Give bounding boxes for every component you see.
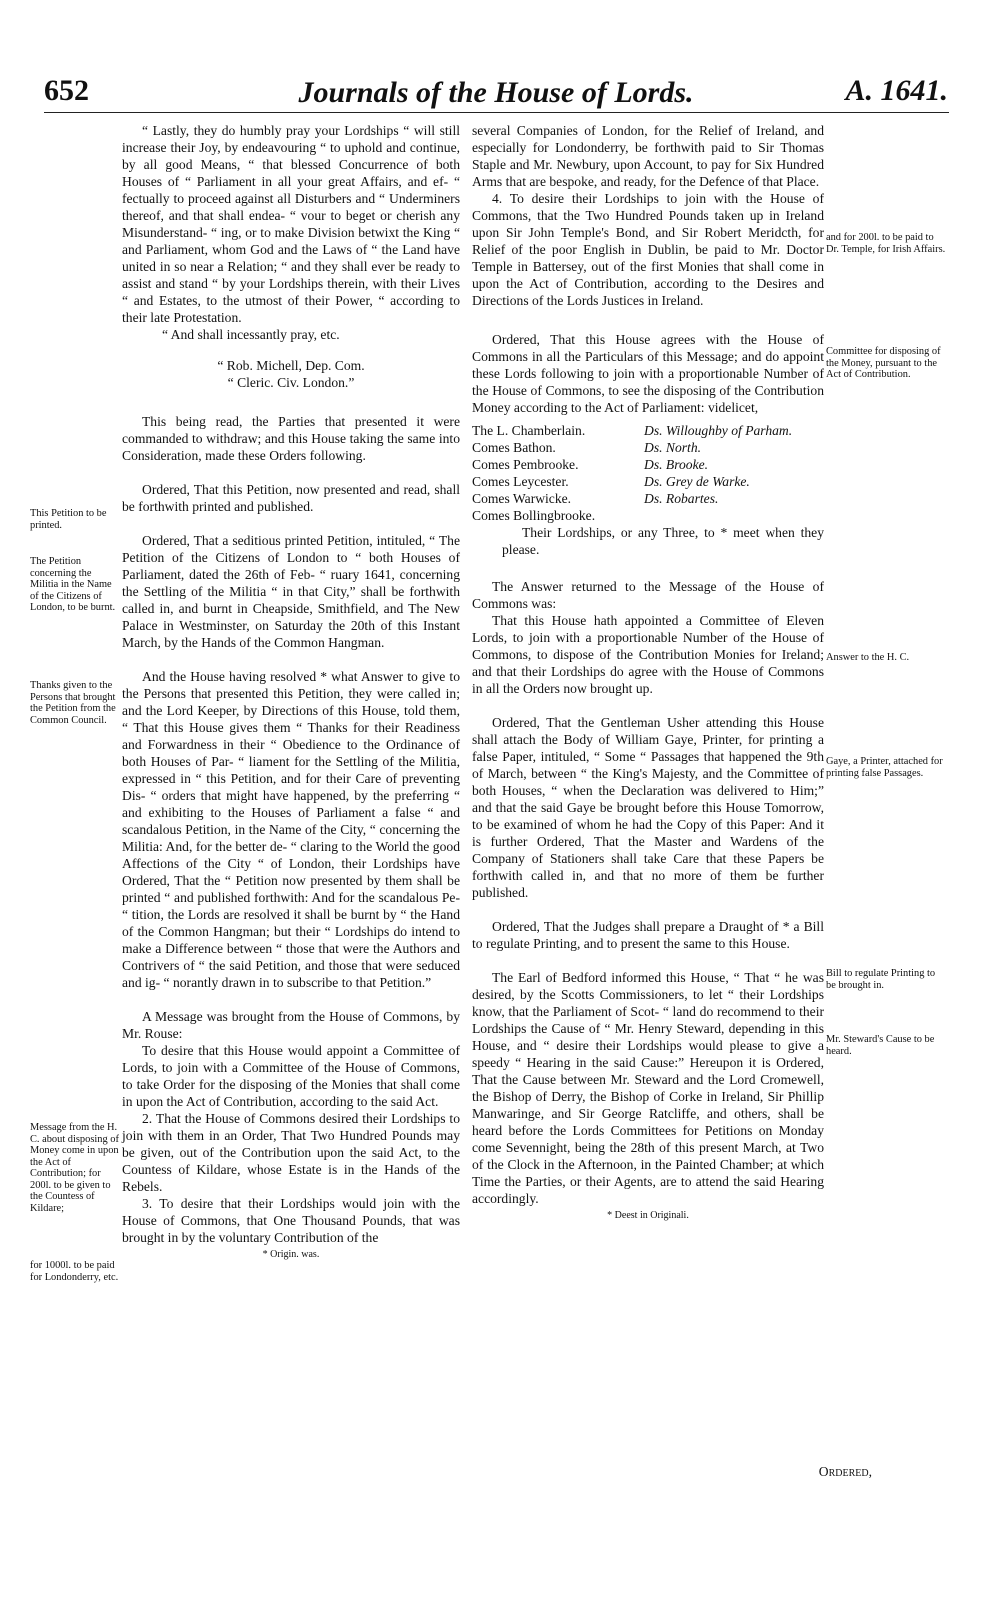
- margin-note-printed: This Petition to be printed.: [30, 508, 107, 531]
- header-rule: [44, 112, 949, 113]
- lord-name: The L. Chamberlain.: [472, 423, 586, 438]
- answer-intro: The Answer returned to the Message of the House of Commons was:: [472, 579, 824, 611]
- margin-note-bill: Bill to regulate Printing to be brought in.: [826, 968, 936, 991]
- order-printed: Ordered, That this Petition, now presented and read, shall be forthwith printed and published.: [122, 482, 460, 514]
- answer-text: That this House hath appointed a Committee of Eleven Lords, to join with a proportionable Number of the House of Commons, to dispose of the Contribution Monies for Ireland; and that their Lordships do agree with the House of Commons in all the Orders now brought up.: [472, 613, 824, 696]
- margin-note-answer: Answer to the H. C.: [826, 652, 910, 663]
- signature-line-1: “ Rob. Michell, Dep. Com.: [217, 358, 365, 373]
- message-item-4: 4. To desire their Lordships to join with the House of Commons, that the Two Hundred Pounds taken up in Ireland upon Sir John Temple's Bond, and Sir Robert Meridcth, for Relief of the poor English in Dublin, be paid to Mr. Doctor Temple in Battersey, out of the first Monies that shall come in upon the Act of Contribution, according to the Desires and Directions of the Lords Justices in Ireland.: [472, 191, 824, 308]
- lord-name: Comes Bollingbrooke.: [472, 508, 596, 523]
- margin-note-committee: Committee for disposing of the Money, pursuant to the Act of Contribution.: [826, 346, 941, 380]
- margin-note-temple: and for 200l. to be paid to Dr. Temple, for Irish Affairs.: [826, 232, 946, 255]
- thanks-paragraph: And the House having resolved * what Answer to give to the Persons that presented this Petition, they were called in; and the Lord Keeper, by Directions of this House, told them, “ That this House gives them “ Thanks for their Readiness and Forwardness in their “ Obedience to the Ordinance of both Houses of Par- “ liament for the Settling of the Militia, expressed in “ this Petition, and for their Care of preventing Dis- “ orders that might have happened, by the preferring “ and exhibiting to the Houses of Parliament a false “ and scandalous Petition, in the Name of the City, “ concerning the Militia: And, for the better de- “ claring to the World the good Affections of the City “ of London, their Lordships have Ordered, That the “ Petition now presented by them shall be printed “ and published forthwith: And for the scandalous Pe- “ tition, the Lords are resolved it shall be burnt by “ the Hand of the Common Hangman; but their “ Lordships do intend to make a Difference between “ those that were the Authors and Contrivers of “ the said Petition, and those that were seduced and ig- “ norantly drawn in to subscribe to that Petition.”: [122, 669, 460, 990]
- message-intro: A Message was brought from the House of Commons, by Mr. Rouse:: [122, 1009, 460, 1041]
- lord-name: Comes Pembrooke.: [472, 457, 579, 472]
- lords-list: [472, 422, 824, 524]
- margin-note-gaye: Gaye, a Printer, attached for printing false Passages.: [826, 756, 943, 779]
- lords-list-left: [472, 422, 644, 524]
- bedford-paragraph: The Earl of Bedford informed this House, “ That “ he was desired, by the Scotts Commissioners, to let “ their Lordships know, that the Parliament of Scot- “ land do recommend to their Lordships the Cause of “ Mr. Henry Steward, depending in this House, and “ desire their Lordships would please to give a speedy “ Hearing in the said Cause:” Hereupon it is Ordered, That the Cause between Mr. Steward and the Lord Cromewell, the Bishop of Derry, the Bishop of Corke in Ireland, Sir Phillip Manwaringe, and Sir George Ratcliffe, and others, shall be heard before the Lords Committees for Petitions on Monday come Sevennight, being the 28th of this present March, at Two of the Clock in the Afternoon, in the Painted Chamber; at which Time the Parties, or their Agents, are to attend the said Hearing accordingly.: [472, 970, 824, 1206]
- order-committee: Ordered, That this House agrees with the House of Commons in all the Particulars of this Message; and do appoint these Lords following to join with a proportionable Number of the House of Commons, to see the disposing of the Contribution Money according to the Act of Parliament: videlicet,: [472, 332, 824, 415]
- message-item-3: 3. To desire that their Lordships would join with the House of Commons, that One Thousand Pounds, that was brought in by the voluntary Contribution of the: [122, 1196, 460, 1245]
- lord-name: Comes Warwicke.: [472, 491, 572, 506]
- signature-line-2: “ Cleric. Civ. London.”: [227, 375, 355, 390]
- lord-name: Comes Bathon.: [472, 440, 556, 455]
- margin-note-steward: Mr. Steward's Cause to be heard.: [826, 1034, 935, 1057]
- petition-prayer: “ And shall incessantly pray, etc.: [162, 327, 340, 342]
- lord-name: Ds. North.: [644, 440, 702, 455]
- lord-name: Ds. Willoughby of Parham.: [644, 423, 793, 438]
- lords-meet: Their Lordships, or any Three, to * meet when they please.: [502, 525, 824, 557]
- margin-note-londonderry: for 1000l. to be paid for Londonderry, etc.: [30, 1260, 119, 1283]
- lord-name: Ds. Brooke.: [644, 457, 709, 472]
- message-item-1: To desire that this House would appoint a Committee of Lords, to join with a Committee of the House of Commons, to take Order for the disposing of the Monies that shall come in upon the Act of Contribution, according to the said Act.: [122, 1043, 460, 1109]
- margin-note-burnt: The Petition concerning the Militia in the Name of the Citizens of London, to be burnt.: [30, 556, 116, 613]
- petition-end: “ Lastly, they do humbly pray your Lordships “ will still increase their Joy, by endeavouring “ to uphold and continue, by all good Means, “ that blessed Concurrence of both Houses of “ Parliament in all your great Affairs, and ef- “ fectually to proceed against all Disturbers and “ Underminers thereof, and that shall endea- “ vour to beget or cherish any Misunderstand- “ ing, or to make Division betwixt the King “ and Parliament, whom God and the Laws of “ the Land have united in so near a Relation; “ and they shall ever be ready to assist and stand “ by your Lordships therein, with their Lives “ and Estates, to the utmost of their Power, “ according to their late Protestation.: [122, 123, 460, 325]
- lords-list-right: [644, 422, 824, 524]
- catchword: Ordered,: [818, 1464, 872, 1479]
- order-burnt: Ordered, That a seditious printed Petition, intituled, “ The Petition of the Citizens of London to “ both Houses of Parliament, dated the 26th of Feb- “ ruary 1641, concerning the Settling of the Militia “ in that City,” shall be forthwith called in, and burnt in Cheapside, Smithfield, and The New Palace in Westminster, on Saturday the 20th of this Instant March, by the Hands of the Common Hangman.: [122, 533, 460, 650]
- year-label: A. 1641.: [845, 74, 948, 107]
- lord-name: Comes Leycester.: [472, 474, 569, 489]
- paragraph-read: This being read, the Parties that presented it were commanded to withdraw; and this House taking the same into Consideration, made these Orders following.: [122, 414, 460, 463]
- left-column: [122, 122, 460, 1263]
- page-number: 652: [44, 74, 89, 107]
- lord-name: Ds. Grey de Warke.: [644, 474, 750, 489]
- message-item-2: 2. That the House of Commons desired their Lordships to join with them in an Order, That Two Hundred Pounds may be given, out of the Contribution upon the said Act, to the Countess of Kildare, whose Estate is in the Hands of the Rebels.: [122, 1111, 460, 1194]
- message-item-3-continued: several Companies of London, for the Relief of Ireland, and especially for Londonderry, be forthwith paid to Sir Thomas Staple and Mr. Newbury, upon Account, to pay for Six Hundred Arms that are bespoke, and ready, for the Defence of that Place.: [472, 123, 824, 189]
- page-header: [0, 74, 992, 114]
- margin-note-thanks: Thanks given to the Persons that brought the Petition from the Common Council.: [30, 680, 116, 726]
- lord-name: Ds. Robartes.: [644, 491, 719, 506]
- order-gaye: Ordered, That the Gentleman Usher attending this House shall attach the Body of William Gaye, Printer, for printing a false Paper, intituled, “ Some “ Passages that happened the 9th of March, between “ the King's Majesty, and the Committee of both Houses, “ when the Declaration was delivered to Him;” and that the said Gaye be brought before this House Tomorrow, to be examined of whom he had the Copy of this Paper: And it is further Ordered, That the Master and Wardens of the Company of Stationers shall take Care that these Papers be forthwith called in, and that no more of them be further published.: [472, 715, 824, 900]
- margin-note-message: Message from the H. C. about disposing of Money come in upon the Act of Contribution; for 200l. to be given to the Countess of Kildare;: [30, 1122, 119, 1214]
- running-title: Journals of the House of Lords.: [298, 76, 694, 109]
- right-column: [472, 122, 824, 1224]
- order-judges: Ordered, That the Judges shall prepare a Draught of * a Bill to regulate Printing, and to present the same to this House.: [472, 919, 824, 951]
- footnote-right: * Deest in Originali.: [607, 1210, 689, 1221]
- footnote-left: * Origin. was.: [262, 1249, 320, 1260]
